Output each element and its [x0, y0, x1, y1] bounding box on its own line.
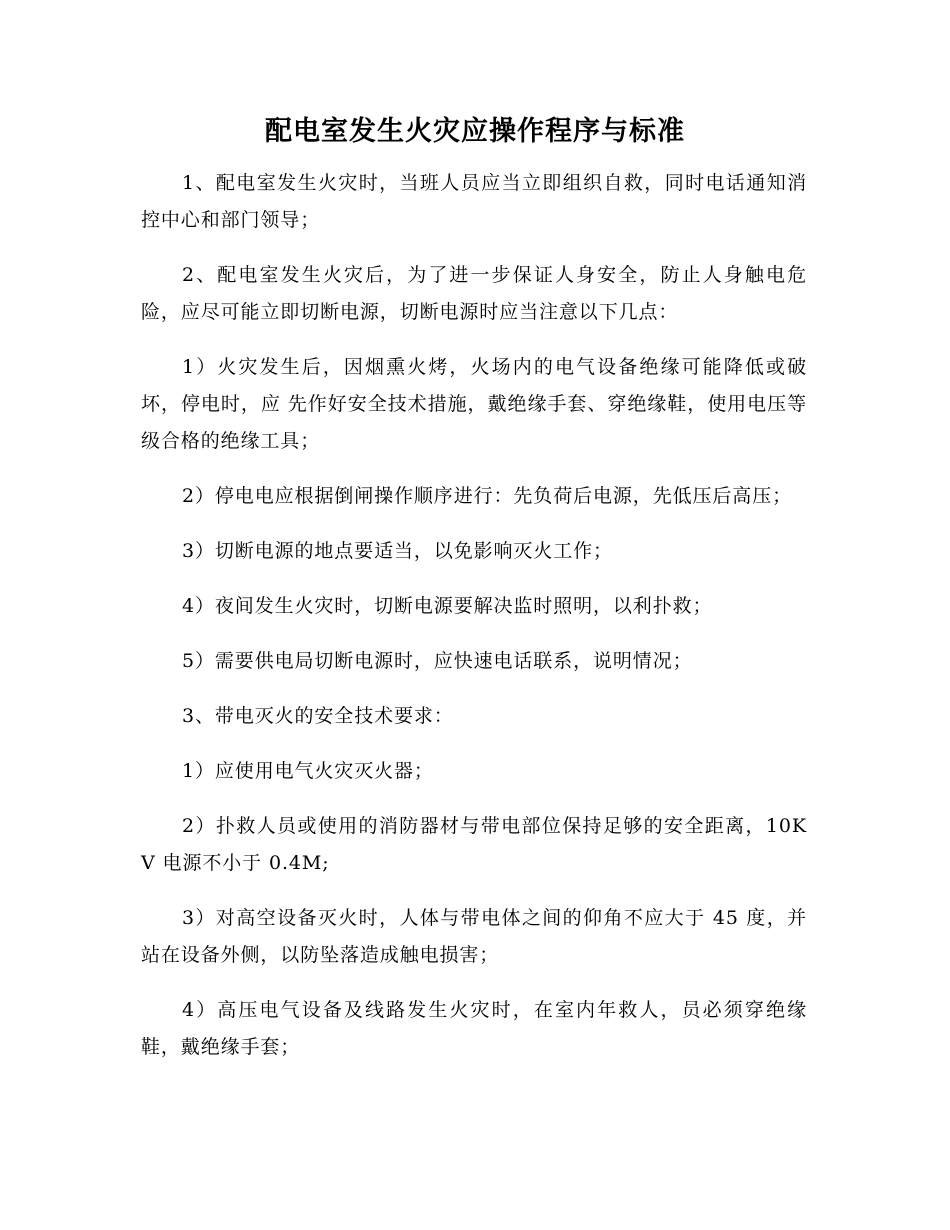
paragraph: 4）夜间发生火灾时，切断电源要解决监时照明，以利扑救； — [182, 595, 713, 617]
paragraph: 2、配电室发生火灾后，为了进一步保证人身安全，防止人身触电危险，应尽可能立即切断电源，切断电源时应当注意以下几点： — [141, 264, 807, 323]
paragraph: 1、配电室发生火灾时，当班人员应当立即组织自救，同时电话通知消控中心和部门领导； — [141, 172, 807, 231]
paragraph: 4）高压电气设备及线路发生火灾时，在室内年救人，员必须穿绝缘鞋，戴绝缘手套； — [141, 999, 807, 1058]
paragraph: 3、带电灭火的安全技术要求： — [182, 705, 454, 727]
paragraph: 2）扑救人员或使用的消防器材与带电部位保持足够的安全距离，10KV 电源不小于 0.4M; — [141, 815, 807, 874]
paragraph: 3）切断电源的地点要适当，以免影响灭火工作； — [182, 540, 613, 562]
paragraph: 1）应使用电气火灾灭火器； — [182, 760, 434, 782]
paragraph: 3）对高空设备灭火时，人体与带电体之间的仰角不应大于 45 度，并站在设备外侧，以防坠落造成触电损害； — [141, 907, 807, 966]
document-body — [141, 165, 807, 1084]
document-title: 配电室发生火灾应操作程序与标准 — [265, 116, 685, 147]
paragraph: 1）火灾发生后，因烟熏火烤，火场内的电气设备绝缘可能降低或破坏，停电时，应 先作好安全技术措施，戴绝缘手套、穿绝缘鞋，使用电压等级合格的绝缘工具； — [141, 356, 807, 452]
paragraph: 2）停电电应根据倒闸操作顺序进行：先负荷后电源，先低压后高压； — [182, 485, 792, 507]
paragraph: 5）需要供电局切断电源时，应快速电话联系，说明情况； — [182, 650, 693, 672]
